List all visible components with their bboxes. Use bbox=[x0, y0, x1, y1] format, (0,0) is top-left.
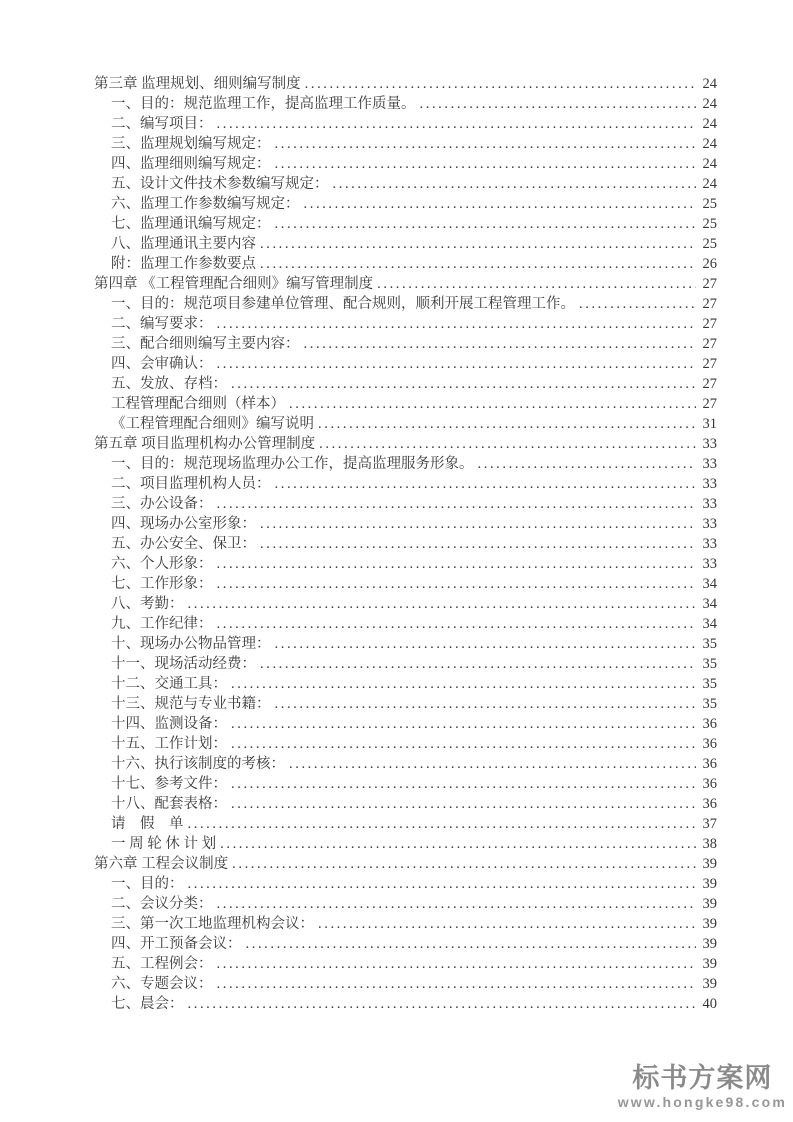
toc-page-number: 27 bbox=[702, 376, 717, 392]
toc-entry-label: 一 周 轮 休 计 划 bbox=[111, 836, 217, 852]
toc-item-row bbox=[94, 254, 717, 274]
dot-leader bbox=[231, 734, 696, 754]
toc-chapter-row bbox=[94, 434, 717, 454]
toc-item-row bbox=[94, 654, 717, 674]
toc-entry-label: 十八、配套表格： bbox=[111, 796, 227, 812]
dot-leader bbox=[304, 194, 697, 214]
toc-entry-label: 第六章 工程会议制度 bbox=[94, 856, 229, 872]
toc-page-number: 33 bbox=[702, 456, 717, 472]
toc-page-number: 40 bbox=[702, 996, 717, 1012]
dot-leader bbox=[231, 714, 696, 734]
toc-entry-label: 七、工作形象： bbox=[111, 576, 213, 592]
dot-leader bbox=[275, 134, 697, 154]
toc-page-number: 39 bbox=[702, 876, 717, 892]
toc-page-number: 35 bbox=[702, 656, 717, 672]
toc-entry-label: 十、现场办公物品管理： bbox=[111, 636, 271, 652]
dot-leader bbox=[188, 994, 697, 1014]
dot-leader bbox=[260, 654, 696, 674]
toc-entry-label: 三、监理规划编写规定： bbox=[111, 136, 271, 152]
toc-entry-label: 六、监理工作参数编写规定： bbox=[111, 196, 300, 212]
dot-leader bbox=[220, 834, 696, 854]
toc-entry-label: 请 假 单 bbox=[111, 816, 184, 832]
toc-item-row bbox=[94, 114, 717, 134]
toc-page-number: 27 bbox=[702, 296, 717, 312]
toc-item-row bbox=[94, 514, 717, 534]
toc-page-number: 26 bbox=[702, 256, 717, 272]
toc-page-number: 35 bbox=[702, 676, 717, 692]
toc-entry-label: 四、现场办公室形象： bbox=[111, 516, 256, 532]
toc-item-row bbox=[94, 154, 717, 174]
toc-page-number: 27 bbox=[702, 396, 717, 412]
toc-item-row bbox=[94, 94, 717, 114]
toc-entry-label: 三、办公设备： bbox=[111, 496, 213, 512]
toc-page-number: 33 bbox=[702, 496, 717, 512]
dot-leader bbox=[377, 274, 696, 294]
dot-leader bbox=[260, 254, 696, 274]
toc-item-row bbox=[94, 674, 717, 694]
toc-page-number: 24 bbox=[702, 176, 717, 192]
toc-page-number: 35 bbox=[702, 636, 717, 652]
toc-entry-label: 七、监理通讯编写规定： bbox=[111, 216, 271, 232]
toc-entry-label: 第三章 监理规划、细则编写制度 bbox=[94, 76, 301, 92]
toc-item-row bbox=[94, 574, 717, 594]
toc-entry-label: 十一、现场活动经费： bbox=[111, 656, 256, 672]
toc-item-row bbox=[94, 694, 717, 714]
dot-leader bbox=[217, 354, 697, 374]
toc-page-number: 39 bbox=[702, 856, 717, 872]
dot-leader bbox=[333, 174, 697, 194]
toc-item-row bbox=[94, 974, 717, 994]
dot-leader bbox=[275, 154, 697, 174]
toc-page-number: 24 bbox=[702, 116, 717, 132]
dot-leader bbox=[231, 794, 696, 814]
toc-entry-label: 十三、规范与专业书籍： bbox=[111, 696, 271, 712]
toc-list bbox=[94, 74, 717, 1014]
dot-leader bbox=[217, 614, 697, 634]
toc-item-row bbox=[94, 414, 717, 434]
toc-entry-label: 三、配合细则编写主要内容： bbox=[111, 336, 300, 352]
toc-page-number: 34 bbox=[702, 616, 717, 632]
toc-entry-label: 十二、交通工具： bbox=[111, 676, 227, 692]
toc-item-row bbox=[94, 174, 717, 194]
dot-leader bbox=[188, 594, 697, 614]
toc-item-row bbox=[94, 454, 717, 474]
toc-item-row bbox=[94, 754, 717, 774]
toc-entry-label: 一、目的：规范项目参建单位管理、配合规则，顺利开展工程管理工作。 bbox=[111, 296, 575, 312]
toc-page-number: 25 bbox=[702, 216, 717, 232]
dot-leader bbox=[246, 934, 697, 954]
toc-entry-label: 五、设计文件技术参数编写规定： bbox=[111, 176, 329, 192]
watermark-url: www.hongke98.com bbox=[617, 1094, 787, 1110]
toc-page-number: 24 bbox=[702, 76, 717, 92]
toc-entry-label: 七、晨会： bbox=[111, 996, 184, 1012]
toc-item-row bbox=[94, 194, 717, 214]
dot-leader bbox=[217, 114, 697, 134]
toc-item-row bbox=[94, 534, 717, 554]
dot-leader bbox=[232, 854, 696, 874]
toc-page-number: 39 bbox=[702, 956, 717, 972]
dot-leader bbox=[478, 454, 697, 474]
toc-page-number: 33 bbox=[702, 436, 717, 452]
dot-leader bbox=[275, 694, 697, 714]
dot-leader bbox=[275, 634, 697, 654]
toc-entry-label: 附：监理工作参数要点 bbox=[111, 256, 256, 272]
toc-item-row bbox=[94, 774, 717, 794]
toc-entry-label: 二、编写项目： bbox=[111, 116, 213, 132]
toc-entry-label: 一、目的： bbox=[111, 876, 184, 892]
toc-entry-label: 十七、参考文件： bbox=[111, 776, 227, 792]
dot-leader bbox=[217, 314, 697, 334]
toc-page-number: 38 bbox=[702, 836, 717, 852]
toc-item-row bbox=[94, 494, 717, 514]
toc-page-number: 34 bbox=[702, 576, 717, 592]
toc-entry-label: 六、专题会议： bbox=[111, 976, 213, 992]
toc-page-number: 25 bbox=[702, 236, 717, 252]
toc-item-row bbox=[94, 334, 717, 354]
toc-item-row bbox=[94, 554, 717, 574]
toc-item-row bbox=[94, 314, 717, 334]
toc-page-number: 39 bbox=[702, 896, 717, 912]
toc-chapter-row bbox=[94, 854, 717, 874]
toc-item-row bbox=[94, 794, 717, 814]
dot-leader bbox=[231, 774, 696, 794]
dot-leader bbox=[231, 374, 696, 394]
dot-leader bbox=[260, 234, 696, 254]
toc-item-row bbox=[94, 994, 717, 1014]
toc-entry-label: 工程管理配合细则（样本） bbox=[111, 396, 285, 412]
toc-item-row bbox=[94, 954, 717, 974]
toc-item-row bbox=[94, 294, 717, 314]
dot-leader bbox=[217, 494, 697, 514]
toc-page-number: 24 bbox=[702, 136, 717, 152]
toc-entry-label: 二、会议分类： bbox=[111, 896, 213, 912]
toc-entry-label: 十四、监测设备： bbox=[111, 716, 227, 732]
toc-entry-label: 二、项目监理机构人员： bbox=[111, 476, 271, 492]
toc-page-number: 36 bbox=[702, 756, 717, 772]
toc-page-number: 39 bbox=[702, 916, 717, 932]
toc-item-row bbox=[94, 934, 717, 954]
toc-item-row bbox=[94, 594, 717, 614]
toc-item-row bbox=[94, 634, 717, 654]
toc-page-number: 33 bbox=[702, 516, 717, 532]
toc-entry-label: 第四章 《工程管理配合细则》编写管理制度 bbox=[94, 276, 374, 292]
toc-entry-label: 五、工程例会： bbox=[111, 956, 213, 972]
toc-entry-label: 九、工作纪律： bbox=[111, 616, 213, 632]
toc-entry-label: 六、个人形象： bbox=[111, 556, 213, 572]
toc-page-number: 36 bbox=[702, 716, 717, 732]
toc-page-number: 36 bbox=[702, 776, 717, 792]
toc-entry-label: 五、办公安全、保卫： bbox=[111, 536, 256, 552]
toc-item-row bbox=[94, 894, 717, 914]
toc-chapter-row bbox=[94, 274, 717, 294]
toc-item-row bbox=[94, 474, 717, 494]
toc-entry-label: 第五章 项目监理机构办公管理制度 bbox=[94, 436, 316, 452]
toc-item-row bbox=[94, 234, 717, 254]
toc-page-number: 34 bbox=[702, 596, 717, 612]
dot-leader bbox=[188, 814, 697, 834]
toc-entry-label: 四、开工预备会议： bbox=[111, 936, 242, 952]
dot-leader bbox=[289, 394, 696, 414]
toc-page-number: 27 bbox=[702, 276, 717, 292]
toc-item-row bbox=[94, 834, 717, 854]
dot-leader bbox=[289, 754, 696, 774]
toc-item-row bbox=[94, 714, 717, 734]
dot-leader bbox=[260, 534, 696, 554]
toc-page-number: 39 bbox=[702, 976, 717, 992]
dot-leader bbox=[305, 74, 696, 94]
dot-leader bbox=[217, 554, 697, 574]
toc-item-row bbox=[94, 394, 717, 414]
toc-item-row bbox=[94, 374, 717, 394]
toc-item-row bbox=[94, 134, 717, 154]
dot-leader bbox=[217, 894, 697, 914]
dot-leader bbox=[217, 954, 697, 974]
toc-item-row bbox=[94, 874, 717, 894]
toc-page-number: 33 bbox=[702, 476, 717, 492]
toc-entry-label: 一、目的：规范监理工作，提高监理工作质量。 bbox=[111, 96, 416, 112]
toc-entry-label: 八、监理通讯主要内容 bbox=[111, 236, 256, 252]
dot-leader bbox=[319, 434, 696, 454]
toc-page-number: 36 bbox=[702, 736, 717, 752]
toc-item-row bbox=[94, 814, 717, 834]
dot-leader bbox=[217, 574, 697, 594]
toc-entry-label: 三、第一次工地监理机构会议： bbox=[111, 916, 314, 932]
toc-item-row bbox=[94, 734, 717, 754]
dot-leader bbox=[275, 214, 697, 234]
toc-item-row bbox=[94, 214, 717, 234]
dot-leader bbox=[275, 474, 697, 494]
dot-leader bbox=[579, 294, 696, 314]
toc-page-number: 37 bbox=[702, 816, 717, 832]
toc-item-row bbox=[94, 354, 717, 374]
toc-entry-label: 八、考勤： bbox=[111, 596, 184, 612]
dot-leader bbox=[318, 414, 696, 434]
toc-page-number: 25 bbox=[702, 196, 717, 212]
toc-item-row bbox=[94, 614, 717, 634]
toc-entry-label: 十五、工作计划： bbox=[111, 736, 227, 752]
toc-page-number: 31 bbox=[702, 416, 717, 432]
toc-entry-label: 四、监理细则编写规定： bbox=[111, 156, 271, 172]
toc-entry-label: 二、编写要求： bbox=[111, 316, 213, 332]
toc-entry-label: 《工程管理配合细则》编写说明 bbox=[111, 416, 314, 432]
dot-leader bbox=[231, 674, 696, 694]
dot-leader bbox=[420, 94, 697, 114]
toc-page-number: 35 bbox=[702, 696, 717, 712]
watermark bbox=[618, 1063, 787, 1110]
toc-page-number: 27 bbox=[702, 356, 717, 372]
dot-leader bbox=[260, 514, 696, 534]
dot-leader bbox=[217, 974, 697, 994]
toc-entry-label: 四、会审确认： bbox=[111, 356, 213, 372]
dot-leader bbox=[188, 874, 697, 894]
toc-chapter-row bbox=[94, 74, 717, 94]
toc-entry-label: 一、目的：规范现场监理办公工作，提高监理服务形象。 bbox=[111, 456, 474, 472]
dot-leader bbox=[304, 334, 697, 354]
toc-page-number: 39 bbox=[702, 936, 717, 952]
dot-leader bbox=[318, 914, 696, 934]
toc-entry-label: 十六、执行该制度的考核： bbox=[111, 756, 285, 772]
toc-page-number: 36 bbox=[702, 796, 717, 812]
toc-page-number: 33 bbox=[702, 536, 717, 552]
toc-page-number: 24 bbox=[702, 156, 717, 172]
watermark-site-name: 标书方案网 bbox=[632, 1063, 773, 1093]
toc-page-number: 27 bbox=[702, 316, 717, 332]
toc-item-row bbox=[94, 914, 717, 934]
toc-page-number: 24 bbox=[702, 96, 717, 112]
toc-entry-label: 五、发放、存档： bbox=[111, 376, 227, 392]
toc-page-number: 33 bbox=[702, 556, 717, 572]
toc-page-number: 27 bbox=[702, 336, 717, 352]
